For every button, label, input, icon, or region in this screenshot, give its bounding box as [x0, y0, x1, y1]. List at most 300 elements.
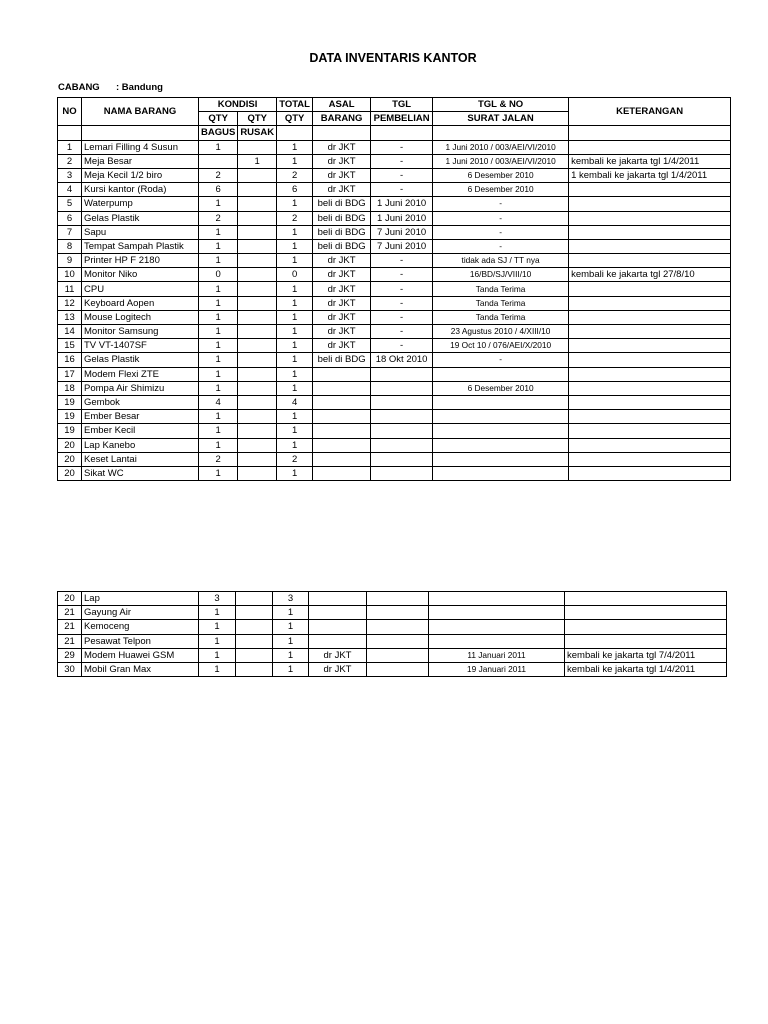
inventory-table-continued [57, 591, 727, 677]
cell-tgl-pembelian [371, 466, 433, 480]
cell-keterangan: kembali ke jakarta tgl 1/4/2011 [565, 662, 727, 676]
branch-label: CABANG [58, 82, 100, 93]
cell-keterangan [569, 282, 731, 296]
cell-total-qty: 2 [277, 211, 313, 225]
cell-nama-barang: Kursi kantor (Roda) [82, 183, 199, 197]
cell-total-qty: 1 [277, 239, 313, 253]
cell-no: 13 [58, 310, 82, 324]
cell-tgl-pembelian [367, 634, 429, 648]
cell-total-qty: 1 [277, 466, 313, 480]
cell-no: 21 [58, 606, 82, 620]
header-blank [569, 126, 731, 140]
cell-qty-rusak [238, 211, 277, 225]
cell-keterangan [569, 452, 731, 466]
cell-keterangan: kembali ke jakarta tgl 7/4/2011 [565, 648, 727, 662]
cell-nama-barang: TV VT-1407SF [82, 339, 199, 353]
table-row [58, 168, 731, 182]
cell-keterangan [569, 183, 731, 197]
cell-qty-bagus: 1 [199, 662, 236, 676]
cell-surat-jalan: 19 Oct 10 / 076/AEI/X/2010 [433, 339, 569, 353]
cell-tgl-pembelian [367, 592, 429, 606]
cell-total-qty: 1 [273, 648, 309, 662]
cell-no: 16 [58, 353, 82, 367]
cell-qty-rusak [236, 606, 273, 620]
cell-nama-barang: Pesawat Telpon [82, 634, 199, 648]
cell-qty-rusak [238, 268, 277, 282]
cell-asal-barang: dr JKT [313, 268, 371, 282]
table-row [58, 648, 727, 662]
cell-tgl-pembelian: - [371, 168, 433, 182]
cell-qty-rusak [236, 634, 273, 648]
header-total-qty: QTY [277, 112, 313, 126]
cell-no: 21 [58, 634, 82, 648]
cell-asal-barang [313, 438, 371, 452]
cell-keterangan: kembali ke jakarta tgl 1/4/2011 [569, 154, 731, 168]
cell-no: 30 [58, 662, 82, 676]
cell-no: 14 [58, 325, 82, 339]
cell-surat-jalan: 19 Januari 2011 [429, 662, 565, 676]
cell-asal-barang: dr JKT [313, 325, 371, 339]
cell-qty-bagus: 1 [199, 310, 238, 324]
cell-asal-barang [309, 606, 367, 620]
table-row [58, 310, 731, 324]
header-asal: ASAL [313, 98, 371, 112]
cell-nama-barang: Keyboard Aopen [82, 296, 199, 310]
cell-nama-barang: Lemari Filling 4 Susun [82, 140, 199, 154]
cell-asal-barang [313, 367, 371, 381]
cell-keterangan [569, 410, 731, 424]
cell-keterangan [569, 239, 731, 253]
cell-asal-barang: dr JKT [313, 339, 371, 353]
cell-surat-jalan: 6 Desember 2010 [433, 168, 569, 182]
cell-no: 21 [58, 620, 82, 634]
cell-asal-barang: dr JKT [313, 168, 371, 182]
cell-nama-barang: Gayung Air [82, 606, 199, 620]
cell-qty-bagus [199, 154, 238, 168]
cell-keterangan [569, 466, 731, 480]
cell-tgl-pembelian: 1 Juni 2010 [371, 197, 433, 211]
branch-info [58, 82, 163, 93]
cell-keterangan [569, 424, 731, 438]
cell-total-qty: 1 [277, 254, 313, 268]
cell-qty-rusak [238, 410, 277, 424]
cell-nama-barang: Meja Besar [82, 154, 199, 168]
cell-tgl-pembelian [371, 452, 433, 466]
cell-qty-rusak [238, 183, 277, 197]
cell-keterangan [569, 381, 731, 395]
cell-qty-bagus: 1 [199, 466, 238, 480]
cell-tgl-pembelian: - [371, 325, 433, 339]
cell-no: 9 [58, 254, 82, 268]
cell-nama-barang: Mouse Logitech [82, 310, 199, 324]
table-row [58, 282, 731, 296]
cell-qty-bagus: 1 [199, 381, 238, 395]
cell-nama-barang: Gelas Plastik [82, 211, 199, 225]
cell-tgl-pembelian [371, 367, 433, 381]
cell-surat-jalan [433, 424, 569, 438]
cell-keterangan: 1 kembali ke jakarta tgl 1/4/2011 [569, 168, 731, 182]
table-row [58, 367, 731, 381]
cell-asal-barang [309, 592, 367, 606]
table-row [58, 353, 731, 367]
cell-surat-jalan [429, 592, 565, 606]
cell-no: 2 [58, 154, 82, 168]
cell-qty-rusak [238, 225, 277, 239]
cell-qty-bagus: 1 [199, 367, 238, 381]
cell-surat-jalan [433, 395, 569, 409]
cell-total-qty: 1 [277, 197, 313, 211]
inventory-table [57, 97, 731, 481]
table-row [58, 325, 731, 339]
cell-keterangan [569, 353, 731, 367]
cell-tgl-pembelian: - [371, 154, 433, 168]
cell-qty-bagus: 4 [199, 395, 238, 409]
cell-surat-jalan [433, 367, 569, 381]
cell-qty-bagus: 1 [199, 606, 236, 620]
cell-qty-rusak [238, 395, 277, 409]
header-tgl: TGL [371, 98, 433, 112]
table-row [58, 197, 731, 211]
cell-qty-bagus: 1 [199, 634, 236, 648]
cell-qty-bagus: 1 [199, 339, 238, 353]
cell-nama-barang: Sapu [82, 225, 199, 239]
cell-asal-barang: dr JKT [313, 154, 371, 168]
cell-qty-bagus: 1 [199, 225, 238, 239]
cell-qty-rusak [238, 438, 277, 452]
cell-surat-jalan: 1 Juni 2010 / 003/AEI/VI/2010 [433, 140, 569, 154]
cell-qty-bagus: 3 [199, 592, 236, 606]
cell-asal-barang: dr JKT [313, 140, 371, 154]
cell-total-qty: 0 [277, 268, 313, 282]
cell-asal-barang: dr JKT [309, 648, 367, 662]
cell-nama-barang: Gelas Plastik [82, 353, 199, 367]
cell-qty-rusak: 1 [238, 154, 277, 168]
cell-surat-jalan [429, 634, 565, 648]
cell-qty-bagus: 1 [199, 438, 238, 452]
cell-asal-barang: beli di BDG [313, 211, 371, 225]
cell-qty-bagus: 1 [199, 353, 238, 367]
cell-surat-jalan: Tanda Terima [433, 296, 569, 310]
cell-tgl-pembelian: - [371, 339, 433, 353]
cell-tgl-pembelian [367, 662, 429, 676]
cell-surat-jalan: 6 Desember 2010 [433, 381, 569, 395]
cell-qty-rusak [238, 310, 277, 324]
cell-keterangan [569, 254, 731, 268]
cell-qty-rusak [238, 367, 277, 381]
cell-nama-barang: Lap Kanebo [82, 438, 199, 452]
cell-total-qty: 1 [277, 410, 313, 424]
table-row [58, 606, 727, 620]
cell-asal-barang: beli di BDG [313, 239, 371, 253]
cell-no: 15 [58, 339, 82, 353]
table-row [58, 592, 727, 606]
cell-qty-bagus: 2 [199, 452, 238, 466]
cell-keterangan [565, 620, 727, 634]
cell-total-qty: 1 [277, 154, 313, 168]
cell-no: 20 [58, 466, 82, 480]
cell-no: 19 [58, 410, 82, 424]
cell-surat-jalan: - [433, 239, 569, 253]
table-row [58, 452, 731, 466]
cell-asal-barang [313, 424, 371, 438]
cell-qty-bagus: 0 [199, 268, 238, 282]
cell-keterangan [569, 339, 731, 353]
table-row [58, 410, 731, 424]
cell-total-qty: 1 [277, 438, 313, 452]
cell-no: 19 [58, 424, 82, 438]
header-blank [82, 126, 199, 140]
cell-nama-barang: Gembok [82, 395, 199, 409]
header-pembelian: PEMBELIAN [371, 112, 433, 126]
cell-no: 5 [58, 197, 82, 211]
cell-tgl-pembelian: 1 Juni 2010 [371, 211, 433, 225]
cell-surat-jalan [433, 466, 569, 480]
cell-total-qty: 1 [277, 310, 313, 324]
cell-no: 17 [58, 367, 82, 381]
cell-nama-barang: Modem Huawei GSM [82, 648, 199, 662]
header-barang: BARANG [313, 112, 371, 126]
cell-asal-barang: dr JKT [313, 296, 371, 310]
cell-surat-jalan: 16/BD/SJ/VIII/10 [433, 268, 569, 282]
cell-tgl-pembelian: - [371, 310, 433, 324]
table-row [58, 239, 731, 253]
cell-nama-barang: Modem Flexi ZTE [82, 367, 199, 381]
table-row [58, 211, 731, 225]
cell-keterangan [569, 296, 731, 310]
cell-keterangan [569, 211, 731, 225]
header-total: TOTAL [277, 98, 313, 112]
cell-total-qty: 6 [277, 183, 313, 197]
cell-no: 20 [58, 592, 82, 606]
cell-total-qty: 1 [273, 620, 309, 634]
table-row [58, 140, 731, 154]
cell-surat-jalan: - [433, 225, 569, 239]
cell-no: 6 [58, 211, 82, 225]
cell-nama-barang: Tempat Sampah Plastik [82, 239, 199, 253]
table-row [58, 395, 731, 409]
cell-surat-jalan: - [433, 197, 569, 211]
cell-tgl-pembelian: - [371, 296, 433, 310]
cell-surat-jalan [429, 606, 565, 620]
cell-tgl-pembelian [371, 381, 433, 395]
cell-no: 7 [58, 225, 82, 239]
cell-tgl-pembelian [371, 410, 433, 424]
inventory-table-continued-body [58, 592, 727, 677]
cell-asal-barang: dr JKT [313, 310, 371, 324]
cell-qty-bagus: 1 [199, 239, 238, 253]
cell-qty-rusak [238, 466, 277, 480]
cell-total-qty: 1 [277, 225, 313, 239]
header-blank [313, 126, 371, 140]
cell-nama-barang: Mobil Gran Max [82, 662, 199, 676]
cell-total-qty: 1 [277, 325, 313, 339]
table-row [58, 424, 731, 438]
table-row [58, 634, 727, 648]
header-row-3 [58, 126, 731, 140]
cell-nama-barang: Keset Lantai [82, 452, 199, 466]
cell-asal-barang: beli di BDG [313, 225, 371, 239]
cell-asal-barang [313, 395, 371, 409]
cell-no: 3 [58, 168, 82, 182]
cell-qty-rusak [238, 140, 277, 154]
table-row [58, 154, 731, 168]
cell-no: 1 [58, 140, 82, 154]
table-row [58, 620, 727, 634]
table-row [58, 296, 731, 310]
cell-qty-bagus: 2 [199, 211, 238, 225]
table-row [58, 381, 731, 395]
cell-nama-barang: Meja Kecil 1/2 biro [82, 168, 199, 182]
cell-asal-barang: dr JKT [313, 183, 371, 197]
table-row [58, 339, 731, 353]
cell-tgl-pembelian: - [371, 282, 433, 296]
cell-qty-bagus: 1 [199, 620, 236, 634]
table-row [58, 438, 731, 452]
cell-keterangan: kembali ke jakarta tgl 27/8/10 [569, 268, 731, 282]
cell-qty-rusak [238, 339, 277, 353]
cell-keterangan [569, 197, 731, 211]
cell-total-qty: 2 [277, 168, 313, 182]
cell-qty-rusak [238, 282, 277, 296]
cell-qty-rusak [236, 648, 273, 662]
header-kondisi: KONDISI [199, 98, 277, 112]
cell-asal-barang [309, 634, 367, 648]
cell-no: 11 [58, 282, 82, 296]
cell-surat-jalan [433, 410, 569, 424]
cell-tgl-pembelian: 7 Juni 2010 [371, 225, 433, 239]
table-row [58, 268, 731, 282]
cell-tgl-pembelian [371, 424, 433, 438]
cell-nama-barang: Ember Besar [82, 410, 199, 424]
cell-total-qty: 1 [277, 381, 313, 395]
cell-surat-jalan: Tanda Terima [433, 310, 569, 324]
cell-tgl-pembelian: - [371, 268, 433, 282]
cell-asal-barang [313, 452, 371, 466]
cell-no: 4 [58, 183, 82, 197]
header-rusak: RUSAK [238, 126, 277, 140]
cell-asal-barang [313, 381, 371, 395]
cell-qty-bagus: 1 [199, 648, 236, 662]
cell-no: 20 [58, 452, 82, 466]
cell-qty-rusak [236, 620, 273, 634]
header-row-1 [58, 98, 731, 112]
cell-no: 10 [58, 268, 82, 282]
cell-qty-rusak [238, 168, 277, 182]
table-row [58, 183, 731, 197]
cell-keterangan [569, 325, 731, 339]
cell-surat-jalan [433, 452, 569, 466]
cell-tgl-pembelian [371, 438, 433, 452]
cell-nama-barang: Monitor Niko [82, 268, 199, 282]
cell-nama-barang: Monitor Samsung [82, 325, 199, 339]
cell-qty-rusak [238, 452, 277, 466]
cell-qty-rusak [238, 424, 277, 438]
cell-total-qty: 1 [273, 662, 309, 676]
cell-total-qty: 1 [277, 296, 313, 310]
cell-keterangan [569, 140, 731, 154]
cell-nama-barang: Pompa Air Shimizu [82, 381, 199, 395]
header-keterangan: KETERANGAN [569, 98, 731, 126]
header-no: NO [58, 98, 82, 126]
cell-qty-bagus: 6 [199, 183, 238, 197]
cell-no: 8 [58, 239, 82, 253]
cell-surat-jalan [429, 620, 565, 634]
cell-tgl-pembelian: 18 Okt 2010 [371, 353, 433, 367]
cell-keterangan [569, 395, 731, 409]
header-blank [433, 126, 569, 140]
cell-qty-bagus: 1 [199, 197, 238, 211]
cell-total-qty: 1 [277, 353, 313, 367]
cell-surat-jalan: 11 Januari 2011 [429, 648, 565, 662]
cell-qty-rusak [238, 197, 277, 211]
cell-qty-bagus: 1 [199, 296, 238, 310]
cell-asal-barang [309, 620, 367, 634]
cell-total-qty: 1 [277, 282, 313, 296]
cell-nama-barang: Sikat WC [82, 466, 199, 480]
inventory-table-body [58, 140, 731, 481]
cell-asal-barang: beli di BDG [313, 353, 371, 367]
table-row [58, 225, 731, 239]
cell-total-qty: 1 [277, 140, 313, 154]
cell-qty-bagus: 1 [199, 424, 238, 438]
cell-total-qty: 1 [277, 339, 313, 353]
cell-qty-bagus: 1 [199, 282, 238, 296]
cell-keterangan [565, 606, 727, 620]
branch-value: : Bandung [116, 82, 163, 93]
header-qty-bagus: QTY [199, 112, 238, 126]
cell-keterangan [569, 225, 731, 239]
cell-qty-bagus: 2 [199, 168, 238, 182]
header-surat-jalan: SURAT JALAN [433, 112, 569, 126]
cell-qty-rusak [238, 353, 277, 367]
cell-keterangan [569, 310, 731, 324]
cell-total-qty: 1 [277, 367, 313, 381]
cell-asal-barang: dr JKT [309, 662, 367, 676]
cell-surat-jalan: - [433, 353, 569, 367]
cell-nama-barang: Waterpump [82, 197, 199, 211]
cell-total-qty: 2 [277, 452, 313, 466]
header-nama-barang: NAMA BARANG [82, 98, 199, 126]
cell-surat-jalan: - [433, 211, 569, 225]
cell-surat-jalan: 1 Juni 2010 / 003/AEI/VI/2010 [433, 154, 569, 168]
header-bagus: BAGUS [199, 126, 238, 140]
cell-qty-rusak [238, 254, 277, 268]
header-qty-rusak: QTY [238, 112, 277, 126]
cell-total-qty: 1 [273, 634, 309, 648]
header-blank [277, 126, 313, 140]
cell-asal-barang: dr JKT [313, 282, 371, 296]
cell-surat-jalan [433, 438, 569, 452]
cell-asal-barang [313, 466, 371, 480]
cell-qty-bagus: 1 [199, 410, 238, 424]
cell-tgl-pembelian: - [371, 254, 433, 268]
cell-total-qty: 4 [277, 395, 313, 409]
cell-qty-rusak [238, 325, 277, 339]
cell-nama-barang: CPU [82, 282, 199, 296]
table-row [58, 662, 727, 676]
cell-tgl-pembelian [367, 648, 429, 662]
cell-tgl-pembelian: 7 Juni 2010 [371, 239, 433, 253]
cell-total-qty: 1 [273, 606, 309, 620]
cell-qty-bagus: 1 [199, 140, 238, 154]
cell-tgl-pembelian: - [371, 140, 433, 154]
cell-total-qty: 3 [273, 592, 309, 606]
table-row [58, 254, 731, 268]
cell-keterangan [569, 438, 731, 452]
cell-tgl-pembelian [371, 395, 433, 409]
cell-surat-jalan: 23 Agustus 2010 / 4/XIII/10 [433, 325, 569, 339]
cell-asal-barang: beli di BDG [313, 197, 371, 211]
